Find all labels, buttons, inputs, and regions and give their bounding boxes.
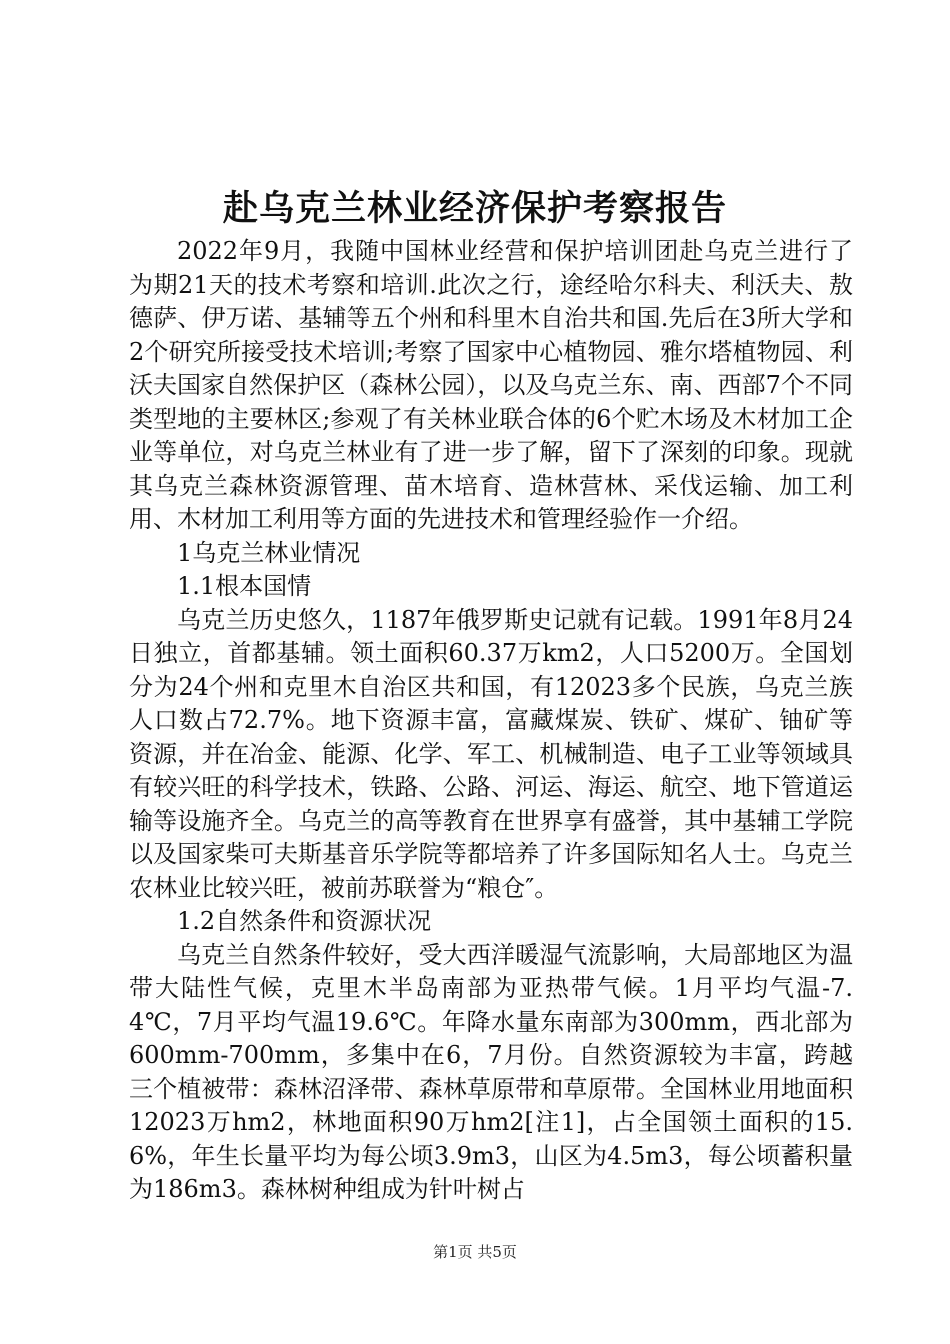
- section-heading-1: 1乌克兰林业情况: [177, 538, 361, 567]
- document-body: [129, 235, 853, 1207]
- national-conditions-paragraph: 乌克兰历史悠久，1187年俄罗斯史记就有记载。1991年8月24日独立，首都基辅。领土面积60.37万km2，人口5200万。全国划分为24个州和克里木自治区共和国，有12023多个民族，乌克兰族人口数占72.7%。地下资源丰富，富藏煤炭、铁矿、煤矿、铀矿等资源，并在冶金、能源、化学、军工、机械制造、电子工业等领域具有较兴旺的科学技术，铁路、公路、河运、海运、航空、地下管道运输等设施齐全。乌克兰的高等教育在世界享有盛誉，其中基辅工学院以及国家柴可夫斯基音乐学院等都培养了许多国际知名人士。乌克兰农林业比较兴旺，被前苏联誉为“粮仓″。: [129, 605, 853, 902]
- document-title: 赴乌克兰林业经济保护考察报告: [222, 188, 727, 229]
- section-heading-1-2: 1.2自然条件和资源状况: [177, 907, 432, 935]
- page-number-footer: 第1页 共5页: [433, 1243, 517, 1261]
- section-heading-1-1: 1.1根本国情: [177, 572, 312, 600]
- natural-conditions-paragraph: 乌克兰自然条件较好，受大西洋暖湿气流影响，大局部地区为温带大陆性气候，克里木半岛南部为亚热带气候。1月平均气温-7.4℃，7月平均气温19.6℃。年降水量东南部为300mm，西北部为600mm-700mm，多集中在6，7月份。自然资源较为丰富，跨越三个植被带：森林沼泽带、森林草原带和草原带。全国林业用地面积12023万hm2，林地面积90万hm2[注1]，占全国领土面积的15.6%，年生长量平均为每公顷3.9m3，山区为4.5m3，每公顷蓄积量为186m3。森林树种组成为针叶树占: [129, 940, 853, 1203]
- intro-paragraph: 2022年9月，我随中国林业经营和保护培训团赴乌克兰进行了为期21天的技术考察和培训.此次之行，途经哈尔科夫、利沃夫、敖德萨、伊万诺、基辅等五个州和科里木自治共和国.先后在3所大学和2个研究所接受技术培训;考察了国家中心植物园、雅尔塔植物园、利沃夫国家自然保护区（森林公园），以及乌克兰东、南、西部7个不同类型地的主要林区;参观了有关林业联合体的6个贮木场及木材加工企业等单位，对乌克兰林业有了进一步了解，留下了深刻的印象。现就其乌克兰森林资源管理、苗木培育、造林营林、采伐运输、加工利用、木材加工利用等方面的先进技术和管理经验作一介绍。: [129, 237, 853, 533]
